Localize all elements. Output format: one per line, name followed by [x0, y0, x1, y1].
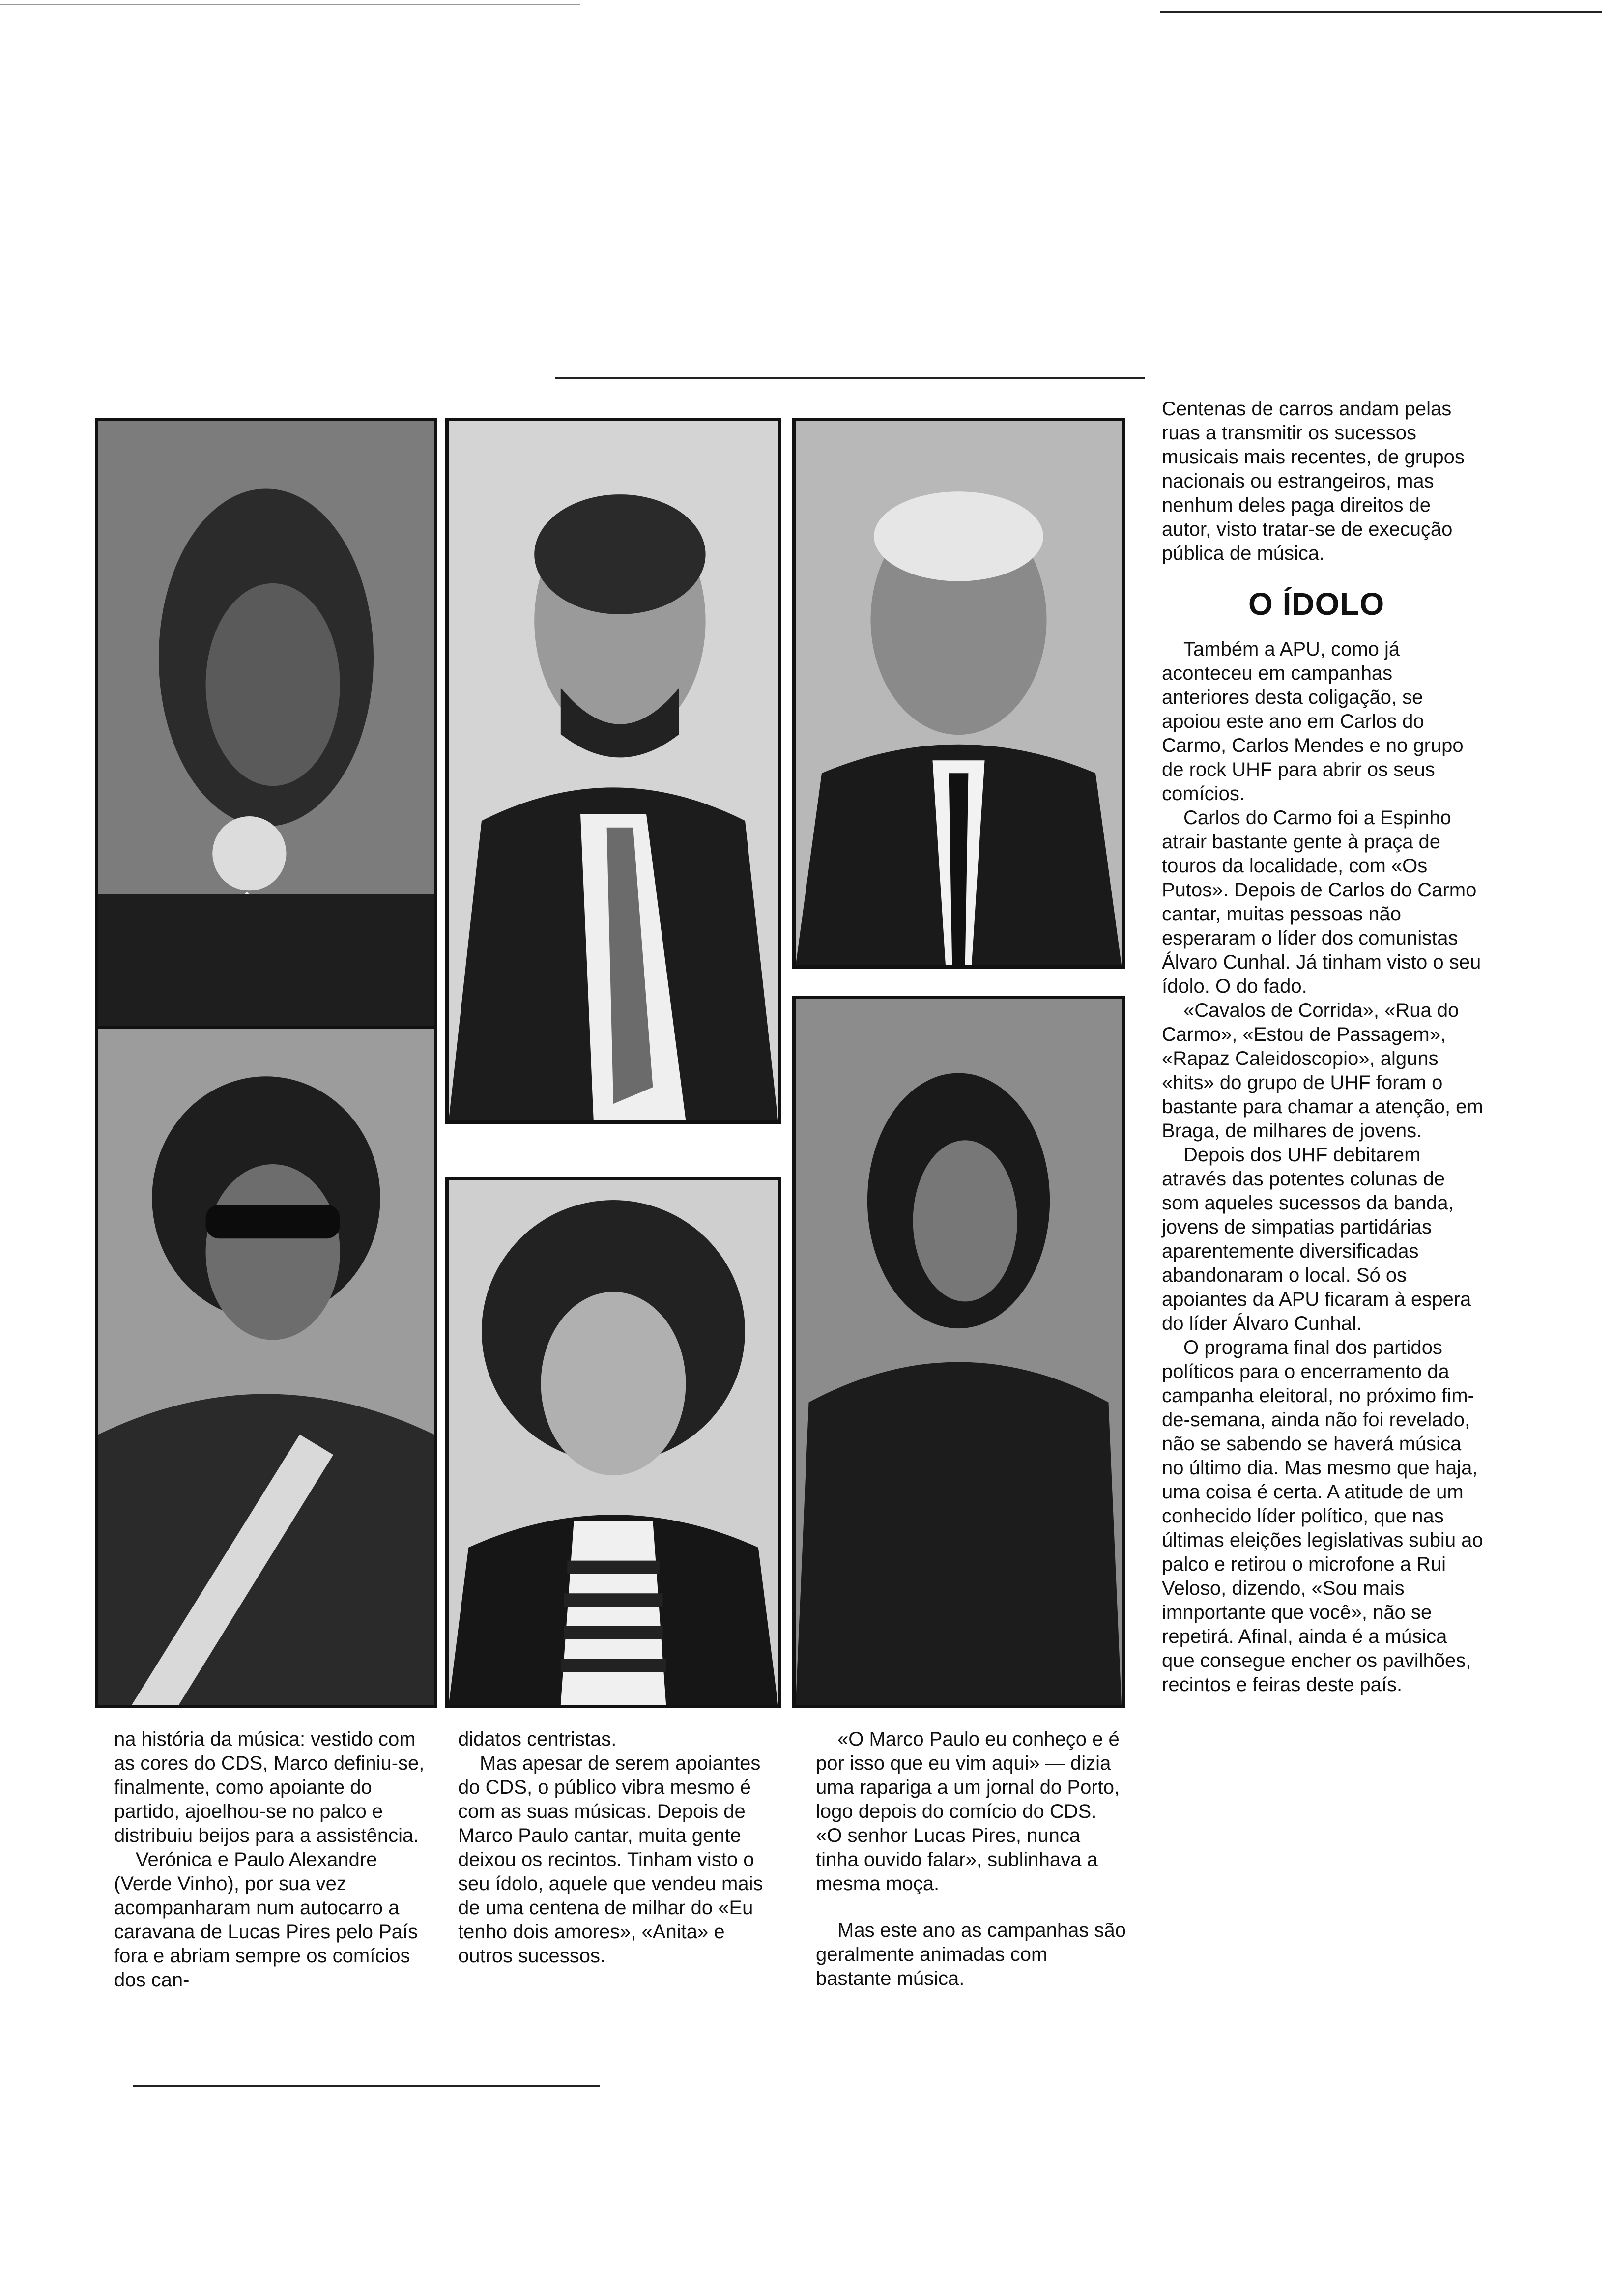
article-paragraph: na história da música: vestido com as cores do CDS, Marco definiu-se, finalmente, como apoiante do partido, ajoelhou-se no palco e distribuiu beijos para a assistência.: [114, 1728, 425, 1846]
top-rule-right: [1160, 11, 1602, 13]
article-paragraph: O programa final dos partidos políticos para o encerramento da campanha eleitoral, no próximo fim-de-semana, ainda não foi revelado, não se sabendo se haverá música no último dia. Mas mesmo que haja, uma coisa é certa. A atitude de um conhecido líder político, que nas últimas eleições legislativas subiu ao palco e retirou o microfone a Rui Veloso, dizendo, «Sou mais imnportante que você», não se repetirá. Afinal, ainda é a música que consegue encher os pavilhões, recintos e feiras deste país.: [1162, 1337, 1483, 1695]
bottom-column-3: [816, 1727, 1127, 1991]
photo-grey-haired-man: [792, 418, 1125, 969]
bottom-column-2: [458, 1727, 770, 1968]
bottom-column-1: [114, 1727, 426, 1992]
article-paragraph: Depois dos UHF debitarem através das potentes colunas de som aqueles sucessos da banda, jovens de simpatias partidárias aparentemente diversificadas abandonaram o local. Só os apoiantes da APU ficaram à espera do líder Álvaro Cunhal.: [1162, 1144, 1471, 1334]
article-paragraph: didatos centristas.: [458, 1728, 617, 1750]
section-heading: O ÍDOLO: [1248, 586, 1385, 622]
article-paragraph: Também a APU, como já aconteceu em campanhas anteriores desta coligação, se apoiou este ano em Carlos do Carmo, Carlos Mendes e no grupo de rock UHF para abrir os seus comícios.: [1162, 638, 1464, 804]
article-paragraph: Mas apesar de serem apoiantes do CDS, o público vibra mesmo é com as suas músicas. Depois de Marco Paulo cantar, muita gente deixou os recintos. Tinham visto o seu ídolo, aquele que vendeu mais de uma centena de milhar do «Eu tenho dois amores», «Anita» e outros sucessos.: [458, 1752, 763, 1967]
photo-man-long-dark-hair: [792, 996, 1125, 1708]
article-paragraph: «O Marco Paulo eu conheço e é por isso que eu vim aqui» — dizia uma rapariga a um jornal do Porto, logo depois do comício do CDS. «O senhor Lucas Pires, nunca tinha ouvido falar», sublinhava a mesma moça.: [816, 1728, 1120, 1894]
rule-bottom: [133, 2085, 600, 2087]
photo-young-man-curly-hair: [445, 1177, 781, 1708]
photo-guitarist-with-sunglasses: [95, 1026, 437, 1708]
article-paragraph: «Cavalos de Corrida», «Rua do Carmo», «Estou de Passagem», «Rapaz Caleidoscopio», alguns «hits» do grupo de UHF foram o bastante para chamar a atenção, em Braga, de milhares de jovens.: [1162, 1000, 1483, 1142]
article-paragraph: Carlos do Carmo foi a Espinho atrair bastante gente à praça de touros da localidade, com «Os Putos». Depois de Carlos do Carmo cantar, muitas pessoas não esperaram o líder dos comunistas Álvaro Cunhal. Já tinham visto o seu ídolo. O do fado.: [1162, 807, 1481, 997]
article-paragraph: Mas este ano as campanhas são geralmente animadas com bastante música.: [816, 1920, 1126, 1989]
top-rule-left: [0, 4, 580, 5]
right-column: [1162, 397, 1484, 1697]
photo-bearded-man-in-suit: [445, 418, 781, 1124]
rule-above-photos: [555, 377, 1145, 379]
article-paragraph: Verónica e Paulo Alexandre (Verde Vinho), por sua vez acompanharam num autocarro a caravana de Lucas Pires pelo País fora e abriam sempre os comícios dos can-: [114, 1849, 418, 1991]
photo-singer-with-microphone: [95, 418, 437, 1033]
article-paragraph: Centenas de carros andam pelas ruas a transmitir os sucessos musicais mais recentes, de grupos nacionais ou estrangeiros, mas nenhum deles paga direitos de autor, visto tratar-se de execução pública de música.: [1162, 398, 1465, 564]
